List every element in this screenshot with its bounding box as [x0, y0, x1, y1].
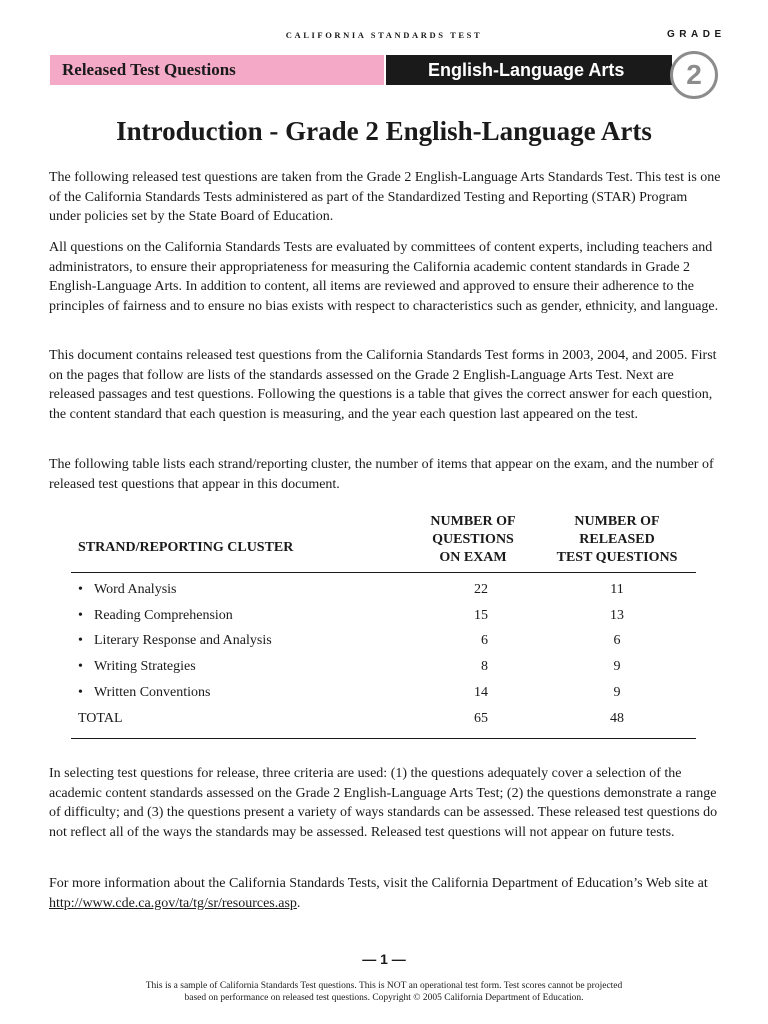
- bullet: •: [78, 659, 83, 675]
- released-cell: 9: [613, 659, 621, 675]
- header-released-line-3: TEST QUESTIONS: [556, 550, 678, 565]
- cluster-cell: [71, 629, 408, 655]
- header-questions-line-2: QUESTIONS: [432, 532, 514, 547]
- page-number: — 1 —: [362, 951, 406, 967]
- total-label: TOTAL: [71, 706, 408, 738]
- top-label: CALIFORNIA STANDARDS TEST: [285, 30, 483, 40]
- header-questions-line-1: NUMBER OF: [430, 514, 516, 529]
- header-questions: [408, 513, 538, 573]
- grade-number-badge: 2: [670, 51, 718, 99]
- cluster-cell: [71, 573, 408, 603]
- questions-cell: 22: [474, 581, 488, 597]
- strand-table: [71, 513, 696, 739]
- banner-left: Released Test Questions: [50, 55, 384, 85]
- table-total-row: [71, 706, 696, 738]
- footer-line-1: This is a sample of California Standards Test questions. This is NOT an operational test form. Test scores cannot be projected: [145, 981, 623, 991]
- footer-line-2: based on performance on released test questions. Copyright © 2005 California Department of Education.: [184, 993, 584, 1003]
- released-cell: 9: [613, 685, 621, 701]
- intro-paragraph-4: The following table lists each strand/reporting cluster, the number of items that appear on the exam, and the number of released test questions that appear in this document.: [49, 457, 714, 492]
- questions-cell: 6: [481, 633, 488, 649]
- cluster-cell: [71, 603, 408, 629]
- questions-cell: 15: [474, 607, 488, 623]
- cluster-cell: [71, 654, 408, 680]
- released-cell: 11: [610, 581, 624, 597]
- total-questions: 65: [408, 706, 538, 738]
- cluster-name: Written Conventions: [94, 685, 211, 701]
- table-header-row: [71, 513, 696, 573]
- table-row: [71, 573, 696, 603]
- bullet: •: [78, 685, 83, 701]
- selection-criteria-paragraph: In selecting test questions for release, three criteria are used: (1) the questions adequately cover a selection of the academic content standards assessed on the Grade 2 English-Language Arts Test; (2) the questions demonstrate a range of difficulty; and (3) the questions present a variety of ways standards can be assessed. These released test questions do not reflect all of the ways the standards may be assessed. Released test questions will not appear on future tests.: [49, 766, 718, 840]
- header-cluster: STRAND/REPORTING CLUSTER: [71, 513, 408, 573]
- header-questions-line-3: ON EXAM: [439, 550, 507, 565]
- page-title: Introduction - Grade 2 English-Language Arts: [116, 116, 652, 146]
- grade-label: GRADE: [667, 29, 726, 40]
- more-info-end: .: [296, 895, 301, 911]
- released-cell: 6: [613, 633, 621, 649]
- released-cell: 13: [610, 607, 624, 623]
- total-released: 48: [538, 706, 696, 738]
- cluster-cell: [71, 680, 408, 706]
- cluster-name: Word Analysis: [94, 581, 177, 597]
- intro-paragraph-2: All questions on the California Standards Tests are evaluated by committees of content experts, including teachers and administrators, to ensure their appropriateness for measuring the California academic content standards in Grade 2 English-Language Arts. In addition to content, all items are reviewed and approved to ensure their adherence to the principles of fairness and to ensure no bias exists with respect to characteristics such as gender, ethnicity, and language.: [49, 240, 719, 314]
- more-info-text: For more information about the California Standards Tests, visit the California Department of Education’s Web site at: [49, 876, 708, 891]
- header-released-line-2: RELEASED: [579, 532, 655, 547]
- cluster-name: Writing Strategies: [94, 659, 196, 675]
- cde-resources-link[interactable]: http://www.cde.ca.gov/ta/tg/sr/resources.asp: [49, 895, 297, 911]
- questions-cell: 14: [474, 685, 488, 701]
- intro-paragraph-1: The following released test questions are taken from the Grade 2 English-Language Arts Standards Test. This test is one of the California Standards Tests administered as part of the Standardized Testing and Reporting (STAR) Program under policies set by the State Board of Education.: [49, 170, 721, 224]
- header-banner: [50, 55, 672, 85]
- bullet: •: [78, 581, 83, 597]
- cluster-name: Literary Response and Analysis: [94, 633, 272, 649]
- cluster-name: Reading Comprehension: [94, 607, 233, 623]
- table-row: [71, 629, 696, 655]
- bullet: •: [78, 633, 83, 649]
- table-row: [71, 654, 696, 680]
- table-row: [71, 680, 696, 706]
- footer-disclaimer: [0, 980, 768, 1004]
- intro-paragraph-3: This document contains released test questions from the California Standards Test forms in 2003, 2004, and 2005. First on the pages that follow are lists of the standards assessed on the Grade 2 English-Language Arts Test. Next are released passages and test questions. Following the questions is a table that gives the correct answer for each question, the content standard that each question is measuring, and the year each question last appeared on the test.: [49, 348, 717, 422]
- header-released-line-1: NUMBER OF: [574, 514, 660, 529]
- table-row: [71, 603, 696, 629]
- header-released: [538, 513, 696, 573]
- questions-cell: 8: [481, 659, 488, 675]
- bullet: •: [78, 607, 83, 623]
- banner-right: English-Language Arts: [386, 55, 672, 85]
- more-info-paragraph: [49, 874, 721, 913]
